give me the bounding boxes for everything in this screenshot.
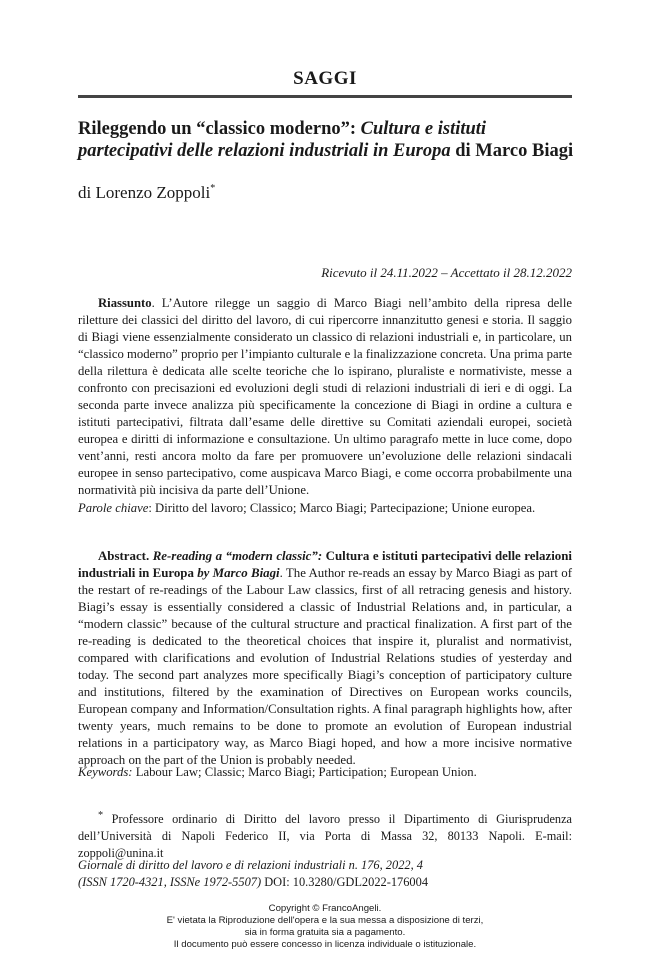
received-accepted-dates: Ricevuto il 24.11.2022 – Accettato il 28.12.2022 (321, 265, 572, 280)
riassunto-text: . L’Autore rilegge un saggio di Marco Biagi nell’ambito della ripresa delle riletture dei classici del diritto del lavoro, di cui ripercorre innanzitutto genesi e storia. Il saggio di Biagi viene essenzialmente considerato un classico di relazioni industriali e, in particolare, un “classico moderno” proprio per l’impianto culturale e la finalizzazione concreta. Una prima parte della rilettura è dedicata alle scelte teoriche che lo ispirano, pluraliste e normativiste, messe a confronto con precisazioni ed evoluzioni degli studi di relazioni industriali di ieri e di oggi. La seconda parte invece analizza più specificamente la concezione di Biagi in ordine a cultura e istituti partecipativi, filtrata dall’esame delle direttive su Comitati aziendali europei, società europea e diritti di informazione e consultazione. Un ultimo paragrafo mette in luce come, dopo vent’anni, resti ancora molto da fare per promuovere un’evoluzione delle relazioni sindacali europee in senso partecipativo, come auspicava Marco Biagi, e come occorra probabilmente una normatività più incisiva da parte dell’Unione. (78, 296, 572, 497)
section-heading: SAGGI (293, 68, 357, 89)
journal-citation (78, 857, 572, 891)
copyright-line: Il documento può essere concesso in licenza individuale o istituzionale. (173, 939, 477, 950)
abstract-by: by Marco Biagi (197, 566, 280, 580)
keywords-line (78, 764, 572, 781)
parole-chiave-text: : Diritto del lavoro; Classico; Marco Biagi; Partecipazione; Unione europea. (148, 501, 536, 515)
copyright-notice (0, 903, 650, 951)
abstract-title-italic: Re-reading a “modern classic”: (152, 549, 326, 563)
title-part-3: di Marco Biagi (450, 141, 574, 161)
journal-line-1: Giornale di diritto del lavoro e di relazioni industriali n. 176, 2022, 4 (78, 858, 423, 872)
journal-doi: DOI: 10.3280/GDL2022-176004 (261, 875, 429, 889)
abstract-text: . The Author re-reads an essay by Marco Biagi as part of the restart of re-readings of the Labour Law classics, first of all retracing genesis and history. Biagi’s essay is essentially considered a classic of Industrial Relations and, in particular, a “modern classic” because of the cultural structure and practical finalization. A first part of the re-reading is dedicated to the theoretical choices that inspire it, pluralist and normativist, compared with clarifications and evolution of Industrial Relations studies of yesterday and today. The second part analyzes more specifically Biagi’s conception of participatory culture and institutions, filtered by the examination of Directives on European works councils, European company and Information/Consultation rights. A final paragraph highlights how, after twenty years, much remains to be done to promote an evolution of European industrial relations in a participatory way, as Marco Biagi hoped, and how a more incisive normative approach on the part of the Union is probably needed. (78, 566, 573, 767)
abstract-label: Abstract. (98, 549, 153, 563)
title-part-2: Cultura e istituti partecipativi delle relazioni industriali in Europa (78, 119, 487, 161)
copyright-line: Copyright © FrancoAngeli. (268, 903, 382, 914)
author-footnote-mark: * (210, 183, 216, 194)
article-title (78, 118, 578, 162)
keywords-label: Keywords: (78, 765, 133, 779)
riassunto-label: Riassunto (98, 296, 152, 310)
riassunto-paragraph (78, 295, 572, 499)
keywords-text: Labour Law; Classic; Marco Biagi; Participation; European Union. (132, 765, 477, 779)
author-name: di Lorenzo Zoppoli (78, 183, 211, 202)
copyright-line: sia in forma gratuita sia a pagamento. (244, 927, 406, 938)
footnote-text: Professore ordinario di Diritto del lavoro presso il Dipartimento di Giurisprudenza dell’Università di Napoli Federico II, via Porta di Massa 32, 80133 Napoli. E-mail: zoppoli@unina.it (78, 812, 572, 861)
journal-issn: (ISSN 1720-4321, ISSNe 1972-5507) (78, 875, 262, 889)
author-footnote (78, 807, 572, 862)
title-part-1: Rileggendo un “classico moderno”: (78, 119, 361, 139)
section-rule (78, 95, 572, 98)
footnote-mark: * (98, 810, 104, 821)
parole-chiave-label: Parole chiave (78, 501, 149, 515)
copyright-line: E' vietata la Riproduzione dell'opera e la sua messa a disposizione di terzi, (166, 915, 484, 926)
parole-chiave-line (78, 500, 572, 517)
abstract-paragraph (78, 548, 572, 769)
journal-line-2 (78, 874, 572, 891)
author-line (78, 183, 215, 203)
abstract-title-bold: Cultura e istituti partecipativi delle relazioni industriali in Europa (78, 549, 572, 580)
